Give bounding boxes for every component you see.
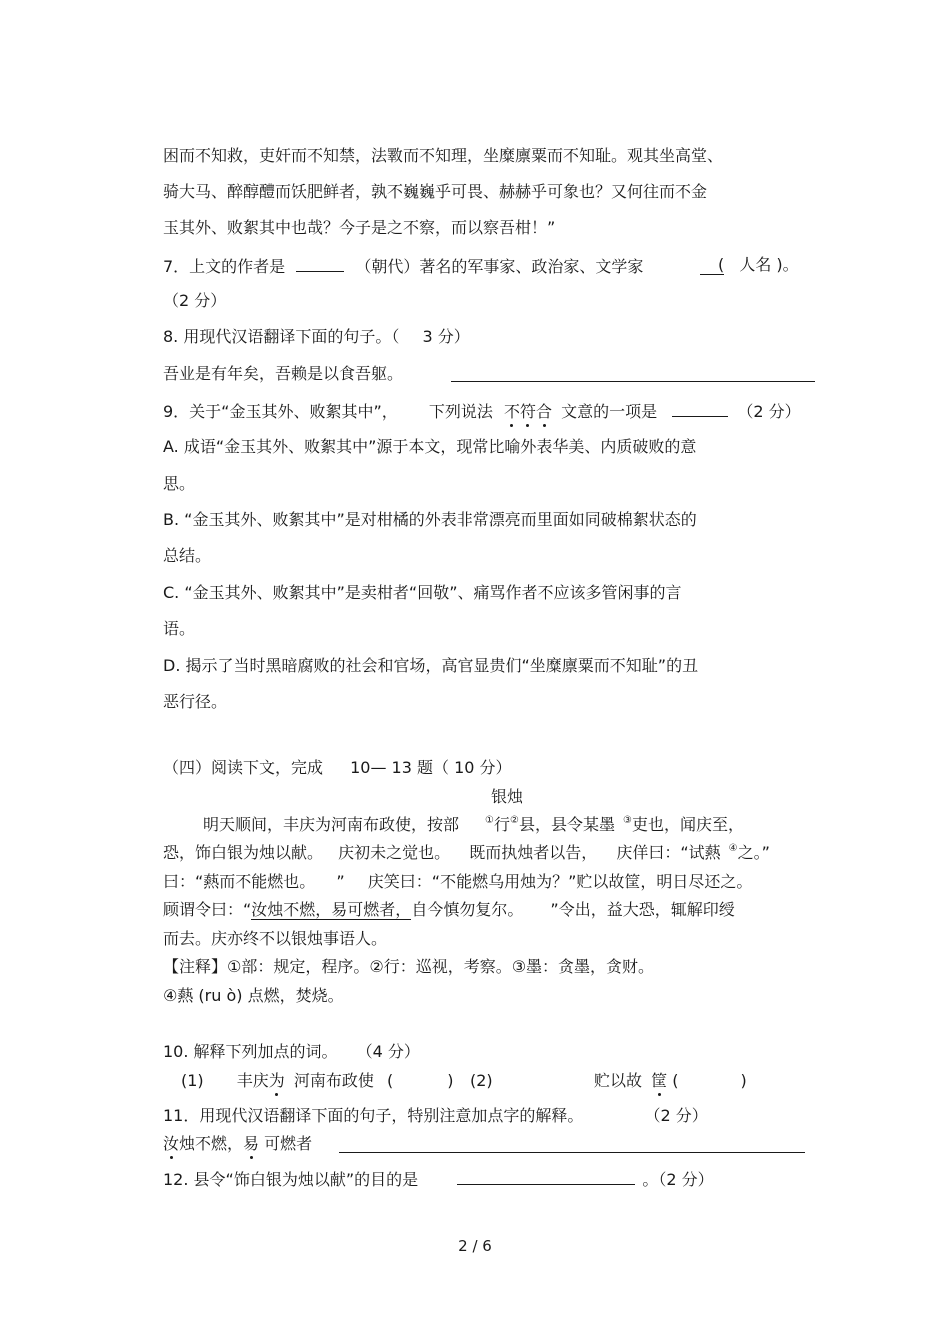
answer-blank[interactable] — [672, 400, 728, 417]
question-7-score: （2 分） — [163, 291, 227, 310]
option-b[interactable]: B. “金玉其外、败絮其中”是对柑橘的外表非常漂亮而里面如同破棉絮状态的 — [163, 510, 697, 529]
option-b-cont: 总结。 — [163, 546, 212, 565]
option-a-cont: 思。 — [163, 474, 196, 493]
question-7: 7．上文的作者是 （朝代）著名的军事家、政治家、文学家 — [163, 257, 644, 276]
option-a[interactable]: A. 成语“金玉其外、败絮其中”源于本文，现常比喻外表华美、内质破败的意 — [163, 437, 697, 456]
question-10: 10. 解释下列加点的词。 （4 分） — [163, 1042, 420, 1061]
passage-paragraph: 恐，饰白银为烛以献。 庆初未之觉也。 既而执烛者以告， 庆佯曰：“试爇 ④之。” — [163, 843, 770, 862]
answer-blank[interactable] — [296, 255, 344, 272]
page-number: 2 / 6 — [458, 1237, 492, 1255]
passage-line: 困而不知救，吏奸而不知禁，法斁而不知理，坐糜廪粟而不知耻。观其坐高堂、 — [163, 146, 724, 165]
answer-line[interactable] — [339, 1152, 805, 1153]
emphasis-char: 不 — [503, 402, 520, 421]
annotation: ④爇 (ru ò) 点燃，焚烧。 — [163, 986, 344, 1005]
annotation: 【注释】①部：规定，程序。②行：巡视，考察。③墨：贪墨，贪财。 — [163, 957, 655, 976]
answer-bracket[interactable]: ( ) — [387, 1071, 454, 1090]
question-10-item-1: (1) 丰庆为 河南布政使 ( ) — [181, 1071, 454, 1090]
emphasis-char: 符 — [519, 402, 536, 421]
question-7-name-blank: ( 人名 )。 — [700, 255, 799, 275]
emphasis-char: 易 — [243, 1134, 260, 1153]
passage-paragraph: 明天顺间，丰庆为河南布政使，按部 ①行②县，县令某墨 ③吏也，闻庆至， — [203, 815, 744, 834]
question-8: 8. 用现代汉语翻译下面的句子。（ 3 分） — [163, 327, 470, 346]
passage-title: 银烛 — [490, 787, 523, 806]
answer-line[interactable] — [451, 381, 815, 382]
question-12: 12. 县令“饰白银为烛以献”的目的是 。（2 分） — [163, 1170, 714, 1189]
emphasis-char: 为 — [268, 1071, 285, 1090]
emphasis-char: 汝 — [163, 1134, 180, 1153]
question-8-sentence: 吾业是有年矣，吾赖是以食吾躯。 — [163, 364, 404, 383]
question-9: 9．关于“金玉其外、败絮其中”， 下列说法 不符合 文意的一项是 （2 分） — [163, 402, 801, 421]
option-d[interactable]: D. 揭示了当时黑暗腐败的社会和官场，高官显贵们“坐糜廪粟而不知耻”的丑 — [163, 656, 699, 675]
underlined-sentence: 汝烛不燃，易可燃者， — [251, 900, 412, 919]
emphasis-char: 筐 — [651, 1071, 668, 1090]
option-d-cont: 恶行径。 — [163, 692, 228, 711]
question-10-item-2-num: (2) — [470, 1071, 493, 1090]
passage-line: 玉其外、败絮其中也哉？今子是之不察，而以察吾柑！” — [163, 218, 556, 237]
question-10-item-2: 贮以故 筐 ( ) — [594, 1071, 747, 1090]
passage-line: 骑大马、醉醇醴而饫肥鲜者，孰不巍巍乎可畏、赫赫乎可象也？又何往而不金 — [163, 182, 708, 201]
option-c-cont: 语。 — [163, 619, 196, 638]
question-11-sentence: 汝烛不燃，易 可燃者 — [163, 1134, 313, 1153]
answer-blank[interactable] — [457, 1168, 635, 1185]
passage-paragraph: 而去。庆亦终不以银烛事语人。 — [163, 929, 388, 948]
passage-paragraph: 曰：“爇而不能燃也。 ” 庆笑曰：“不能燃乌用烛为？”贮以故筐，明日尽还之。 — [163, 872, 753, 891]
answer-blank[interactable]: ( — [700, 255, 724, 275]
option-c[interactable]: C. “金玉其外、败絮其中”是卖柑者“回敬”、痛骂作者不应该多管闲事的言 — [163, 583, 682, 602]
section-heading: （四）阅读下文，完成 10— 13 题（ 10 分） — [163, 758, 512, 777]
emphasis-char: 合 — [536, 402, 553, 421]
answer-bracket[interactable]: ( ) — [672, 1071, 747, 1090]
question-11: 11．用现代汉语翻译下面的句子，特别注意加点字的解释。 （2 分） — [163, 1106, 708, 1125]
passage-paragraph: 顾谓令曰：“汝烛不燃，易可燃者，自今慎勿复尔。 ”令出，益大恐，辄解印绶 — [163, 900, 735, 919]
